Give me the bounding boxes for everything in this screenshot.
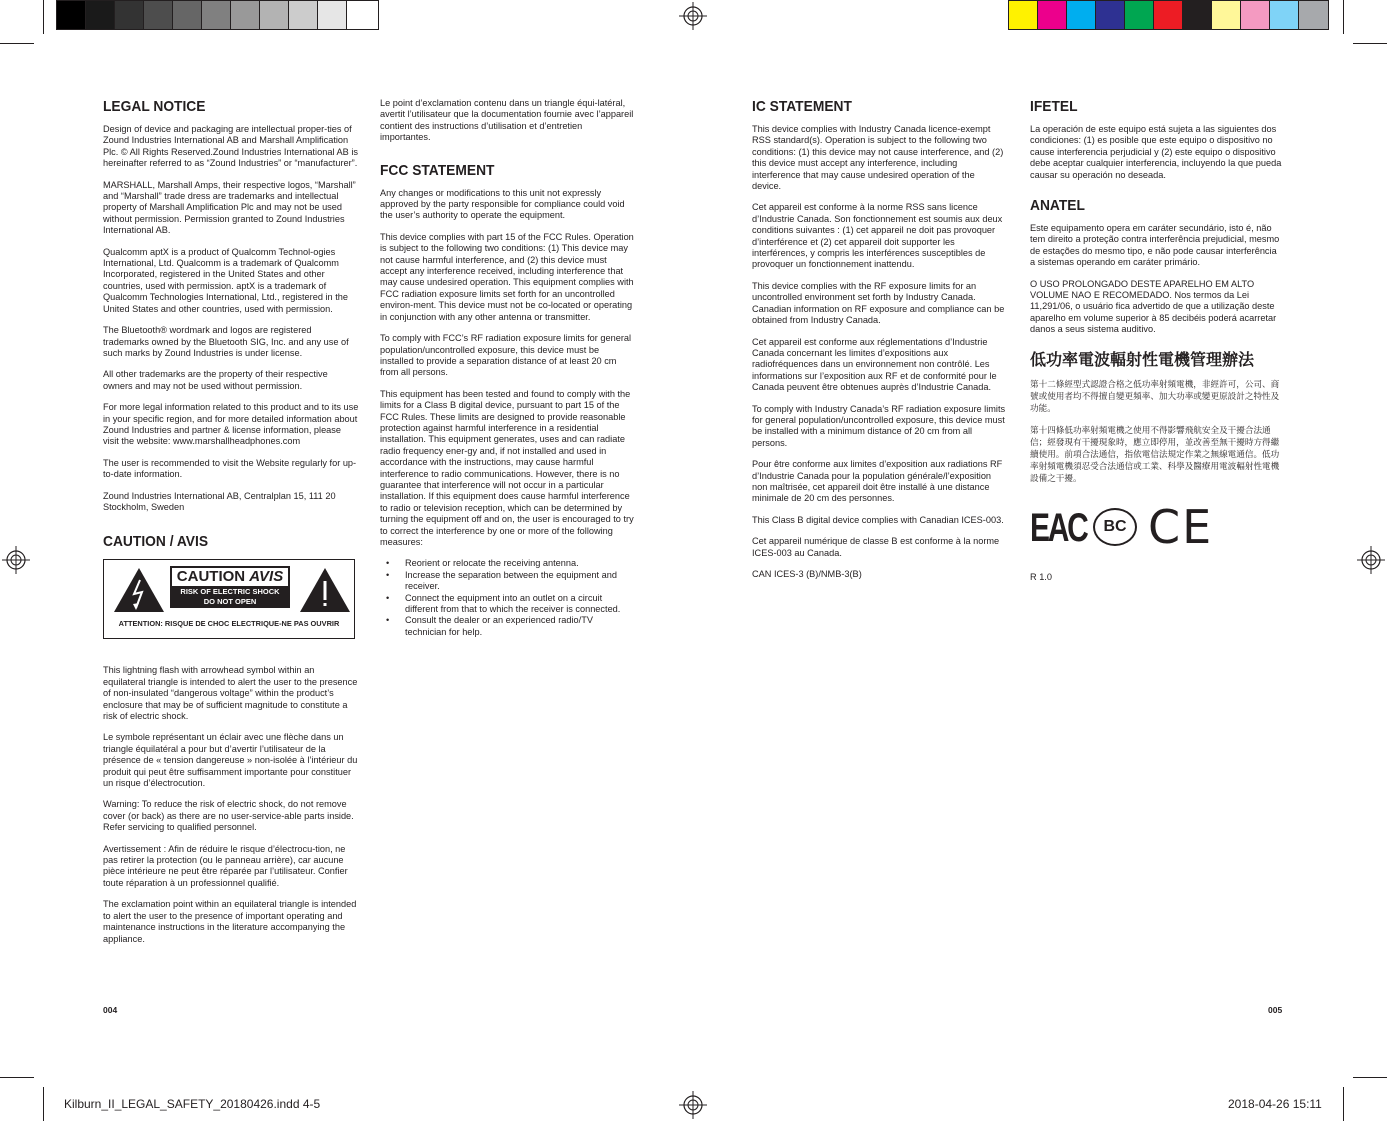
ic-paragraph: CAN ICES-3 (B)/NMB-3(B) <box>752 569 862 579</box>
page-number-left: 004 <box>103 1005 118 1015</box>
ic-paragraph: Cet appareil numérique de classe B est conforme à la norme ICES-003 au Canada. <box>752 536 1000 558</box>
ic-paragraph: This Class B digital device complies with Canadian ICES-003. <box>752 514 1004 525</box>
color-swatch <box>1212 1 1241 29</box>
registration-mark-icon <box>679 2 707 30</box>
caution-line-2: DO NOT OPEN <box>203 597 257 607</box>
ic-statement-title: IC STATEMENT <box>752 98 852 115</box>
fcc-paragraph: Any changes or modifications to this unit not expressly approved by the party responsible for compliance could void the user’s authority to operate the equipment. <box>380 187 625 221</box>
page-number-right: 005 <box>1268 1005 1283 1015</box>
crop-mark <box>1343 1087 1344 1121</box>
process-color-bar <box>1008 0 1329 30</box>
fcc-paragraph: This equipment has been tested and found to comply with the limits for a Class B digital device, pursuant to part 15 of the FCC Rules. These limits are designed to provide reasonable protection against harmful interference in a residential installation. This equipment generates, uses and can radiate radio frequency ener-gy and, if not installed and used in accordance with the instructions, may cause harmful interference to radio communications. However, there is no guarantee that interference will not occur in a particular installation. If this equipment does cause harmful interference to radio or television reception, which can be determined by turning the equipment off and on, the user is encouraged to try to correct the interference by one or more of the following measures: <box>380 388 634 547</box>
legal-paragraph: The user is recommended to visit the Website regularly for up-to-date information. <box>103 457 357 480</box>
fcc-paragraph: This device complies with part 15 of the FCC Rules. Operation is subject to the following two conditions: (1) This device may not cause harmful interference, and (2) this device must accept any interference received, including interference that may cause undesired operation. This equipment complies with FCC radiation exposure limits set forth for an uncontrolled environ-ment. This device must not be co-located or operating in conjunction with any other antenna or transmitter. <box>380 231 634 322</box>
column-ic <box>752 98 1006 590</box>
legal-paragraph: Qualcomm aptX is a product of Qualcomm Technol-ogies International, Ltd. Qualcomm is a trademark of Qualcomm Incorporated, registered in the United States and other countries, used with permission. aptX is a trademark of Qualcomm Technologies International, Ltd., registered in the United States and other countries, used with permission. <box>103 246 348 314</box>
caution-paragraph: Avertissement : Afin de réduire le risque d’électrocu-tion, ne pas retirer la protection (ou le panneau arrière), car aucune pièce intérieure ne peut être réparée par l’utilisateur. Confier toute réparation à un professionnel qualifié. <box>103 843 348 888</box>
fcc-paragraph: To comply with FCC’s RF radiation exposure limits for general population/uncontrolled exposure, this device must be installed to provide a separation distance of at least 20 cm from all persons. <box>380 333 632 378</box>
color-swatch <box>1299 1 1328 29</box>
exclamation-warning-icon <box>298 566 352 614</box>
color-swatch <box>1009 1 1038 29</box>
gray-swatch <box>231 1 260 29</box>
color-swatch <box>1241 1 1270 29</box>
caution-line-1: RISK OF ELECTRIC SHOCK <box>180 587 280 597</box>
caution-attention-text: ATTENTION: RISQUE DE CHOC ELECTRIQUE-NE PAS OUVRIR <box>118 619 340 629</box>
registration-mark-icon <box>2 546 30 574</box>
legal-paragraph: For more legal information related to this product and to its use in your specific region, and for more detailed information about Zound Industries and partner & license information, please visit the website: www.marshallheadphones.com <box>103 402 359 447</box>
gray-swatch <box>173 1 202 29</box>
ic-paragraph: To comply with Industry Canada’s RF radiation exposure limits for general population/uncontrolled exposure, this device must be installed with a minimum distance of 20 cm from all persons. <box>752 403 1006 448</box>
anatel-paragraph: O USO PROLONGADO DESTE APARELHO EM ALTO VOLUME NAO E RECOMEDADO. Nos termos da Lei 11,291/06, o usuário fica advertido de que a utilização deste aparelho em volume superior à 85 decibéis poderá acarretar danos a seus sistema auditivo. <box>1030 278 1277 335</box>
bc-mark <box>1093 508 1137 546</box>
column-legal <box>103 98 359 955</box>
fcc-statement-title: FCC STATEMENT <box>380 161 495 179</box>
ifetel-title: IFETEL <box>1030 98 1078 115</box>
anatel-paragraph: Este equipamento opera em caráter secundário, isto é, não tem direito a proteção contra interferência prejudicial, mesmo de estações do mesmo tipo, e não pode causar interferência a sistemas operando em caráter primário. <box>1030 223 1280 268</box>
legal-paragraph: Design of device and packaging are intellectual proper-ties of Zound Industries International AB and Marshall Amplification Plc. © All Rights Reserved.Zound Industries International AB is hereinafter referred to as “Zound Industries” or “manufacturer”. <box>103 124 358 169</box>
legal-paragraph: The Bluetooth® wordmark and logos are registered trademarks owned by the Bluetooth SIG, Inc. and any use of such marks by Zound Industries is under license. <box>103 325 349 358</box>
footer-datetime: 2018-04-26 15:11 <box>1228 1097 1322 1111</box>
ic-paragraph: Cet appareil est conforme à la norme RSS sans licence d’Industrie Canada. Son fonctionnement est soumis aux deux conditions suivantes : (1) cet appareil ne doit pas provoquer d’interférence et (2) cet appareil doit supporter les interférences, y compris les interférences susceptibles de provoquer un fonctionnement inattendu. <box>752 202 1003 270</box>
certification-marks <box>1030 499 1284 554</box>
footer-filename: Kilburn_II_LEGAL_SAFETY_20180426.indd 4-5 <box>64 1097 321 1111</box>
color-swatch <box>1183 1 1212 29</box>
ic-paragraph: Cet appareil est conforme aux réglementations d’Industrie Canada concernant les limites d’expositions aux radiofréquences dans un environnement non contrôlé. Les informations sur l’exposition aux RF et de conformité pour le Canada peuvent être obtenues auprès d’Industrie Canada. <box>752 336 997 393</box>
color-swatch <box>1154 1 1183 29</box>
color-swatch <box>1125 1 1154 29</box>
lightning-warning-icon <box>112 566 166 614</box>
registration-mark-icon <box>1357 546 1385 574</box>
list-item: • Consult the dealer or an experienced radio/TV technician for help. <box>380 615 635 638</box>
registration-mark-icon <box>679 1091 707 1119</box>
eac-mark: EAC <box>1030 505 1087 550</box>
avis-word: AVIS <box>249 568 284 586</box>
caution-word: CAUTION <box>176 568 246 586</box>
bc-mark-text: BC <box>1103 517 1127 535</box>
color-swatch <box>1270 1 1299 29</box>
gray-swatch <box>347 1 376 29</box>
color-swatch <box>1038 1 1067 29</box>
ic-paragraph: This device complies with the RF exposure limits for an uncontrolled environment set forth by Industry Canada. Canadian information on RF exposure and compliance can be obtained from Industry Canada. <box>752 280 1005 326</box>
caution-paragraph: Warning: To reduce the risk of electric shock, do not remove cover (or back) as there are no user-service-able parts inside. Refer servicing to qualified personnel. <box>103 799 354 833</box>
gray-swatch <box>86 1 115 29</box>
crop-mark <box>43 1087 44 1121</box>
gray-swatch <box>260 1 289 29</box>
list-item: • Reorient or relocate the receiving antenna. <box>380 558 635 569</box>
ce-mark: CE <box>1148 499 1214 554</box>
column-fcc <box>380 98 635 638</box>
ic-paragraph: This device complies with Industry Canada licence-exempt RSS standard(s). Operation is subject to the following two conditions: (1) this device may not cause interference, and (2) this device must accept any interference, including interference that may cause undesired operation of the device. <box>752 124 1004 192</box>
ncc-title: 低功率電波輻射性電機管理辦法 <box>1030 351 1255 369</box>
column-regional <box>1030 98 1284 593</box>
color-swatch <box>1096 1 1125 29</box>
caution-paragraph: The exclamation point within an equilateral triangle is intended to alert the user to the presence of important operating and maintenance instructions in the literature accompanying the appliance. <box>103 899 357 944</box>
exclamation-intro-paragraph: Le point d’exclamation contenu dans un triangle équi-latéral, avertit l’utilisateur que la documentation fournie avec l’appareil contient des instructions d’utilisation et d’entretien importantes. <box>380 98 634 143</box>
gray-swatch <box>318 1 347 29</box>
caution-label-box <box>103 559 355 639</box>
ncc-paragraph: 第十二條經型式認證合格之低功率射頻電機，非經許可，公司、商號或使用者均不得擅自變更頻率、加大功率或變更原設計之特性及功能。 <box>1030 378 1280 413</box>
legal-paragraph: Zound Industries International AB, Centralplan 15, 111 20 Stockholm, Sweden <box>103 490 336 512</box>
legal-paragraph: All other trademarks are the property of their respective owners and may not be used without permission. <box>103 369 328 391</box>
caution-title: CAUTION / AVIS <box>103 533 209 551</box>
gray-swatch <box>115 1 144 29</box>
caution-paragraph: Le symbole représentant un éclair avec une flèche dans un triangle équilatéral a pour but d’avertir l’utilisateur de la présence de « tension dangereuse » non-isolée à l’intérieur du produit qui peut être suffisamment importante pour constituer un risque d’électrocution. <box>103 732 358 789</box>
crop-mark <box>1353 1077 1387 1078</box>
ncc-paragraph: 第十四條低功率射頻電機之使用不得影響飛航安全及干擾合法通信；經發現有干擾現象時，應立即停用，並改善至無干擾時方得繼續使用。前項合法通信，指依電信法規定作業之無線電通信。低功率射頻電機須忍受合法通信或工業、科學及醫療用電波輻射性電機設備之干擾。 <box>1030 424 1280 483</box>
gray-swatch <box>57 1 86 29</box>
revision-label: R 1.0 <box>1030 571 1052 582</box>
grayscale-color-bar <box>56 0 379 30</box>
crop-mark <box>0 43 34 44</box>
list-item: • Increase the separation between the equipment and receiver. <box>380 570 635 593</box>
legal-paragraph: MARSHALL, Marshall Amps, their respective logos, “Marshall” and “Marshall” trade dress are trademarks and intellectual property of Marshall Amplification Plc and may not be used without permission. Permission granted to Zound Industries International AB. <box>103 179 356 236</box>
ic-paragraph: Pour être conforme aux limites d’exposition aux radiations RF d’Industrie Canada pour la population générale/l’exposition non maîtrisée, cet appareil doit être installé à une distance minimale de 20 cm des personnes. <box>752 459 1003 504</box>
ifetel-paragraph: La operación de este equipo está sujeta a las siguientes dos condiciones: (1) es posible que este equipo o dispositivo no cause interferencia perjudicial y (2) este equipo o dispositivo debe aceptar cualquier interferencia, incluyendo la que pueda causar su operación no deseada. <box>1030 124 1282 180</box>
caution-paragraph: This lightning flash with arrowhead symbol within an equilateral triangle is intended to alert the user to the presence of non-insulated “dangerous voltage” within the product’s enclosure that may be of sufficient magnitude to constitute a risk of electric shock. <box>103 665 358 721</box>
gray-swatch <box>289 1 318 29</box>
legal-notice-title: LEGAL NOTICE <box>103 98 206 115</box>
crop-mark <box>1353 43 1387 44</box>
anatel-title: ANATEL <box>1030 197 1085 215</box>
crop-mark <box>43 0 44 34</box>
color-swatch <box>1067 1 1096 29</box>
gray-swatch <box>144 1 173 29</box>
caution-label-panel <box>170 566 290 608</box>
crop-mark <box>0 1077 34 1078</box>
gray-swatch <box>202 1 231 29</box>
crop-mark <box>1343 0 1344 34</box>
fcc-measures-list <box>380 558 635 638</box>
list-item: • Connect the equipment into an outlet on a circuit different from that to which the receiver is connected. <box>380 593 635 616</box>
